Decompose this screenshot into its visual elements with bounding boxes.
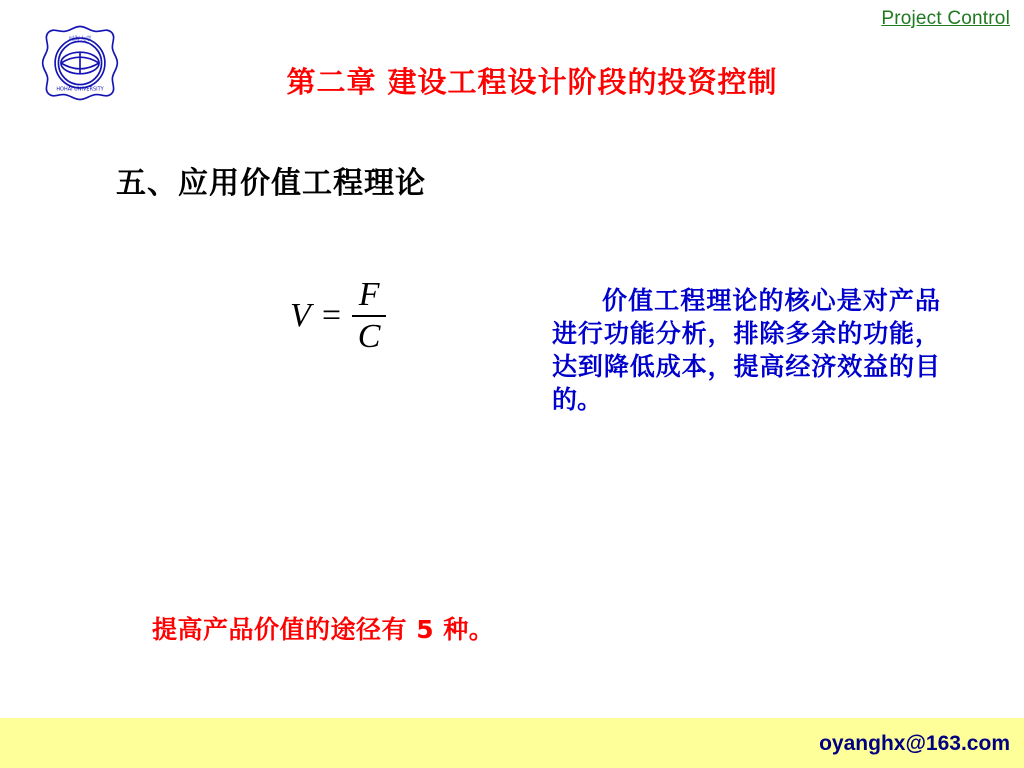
formula-lhs: V: [290, 297, 311, 334]
red-note-text: 提高产品价值的途径有 5 种。: [152, 615, 495, 644]
formula-numerator: F: [358, 276, 380, 313]
value-engineering-formula: [290, 278, 386, 354]
formula-fraction: [352, 278, 387, 354]
svg-text:HOHAI UNIVERSITY: HOHAI UNIVERSITY: [56, 86, 104, 93]
formula-equals: =: [319, 297, 343, 334]
footer-bar: [0, 718, 1024, 768]
footer-email: oyanghx@163.com: [819, 732, 1010, 755]
section-heading: 五、应用价值工程理论: [116, 166, 426, 201]
page-title: 第二章 建设工程设计阶段的投资控制: [286, 65, 778, 99]
svg-text:河海大学: 河海大学: [68, 36, 92, 43]
formula-denominator: C: [357, 318, 381, 355]
value-engineering-description: 价值工程理论的核心是对产品进行功能分析，排除多余的功能，达到降低成本，提高经济效益的目的。: [552, 286, 940, 414]
running-title: Project Control: [881, 8, 1010, 29]
